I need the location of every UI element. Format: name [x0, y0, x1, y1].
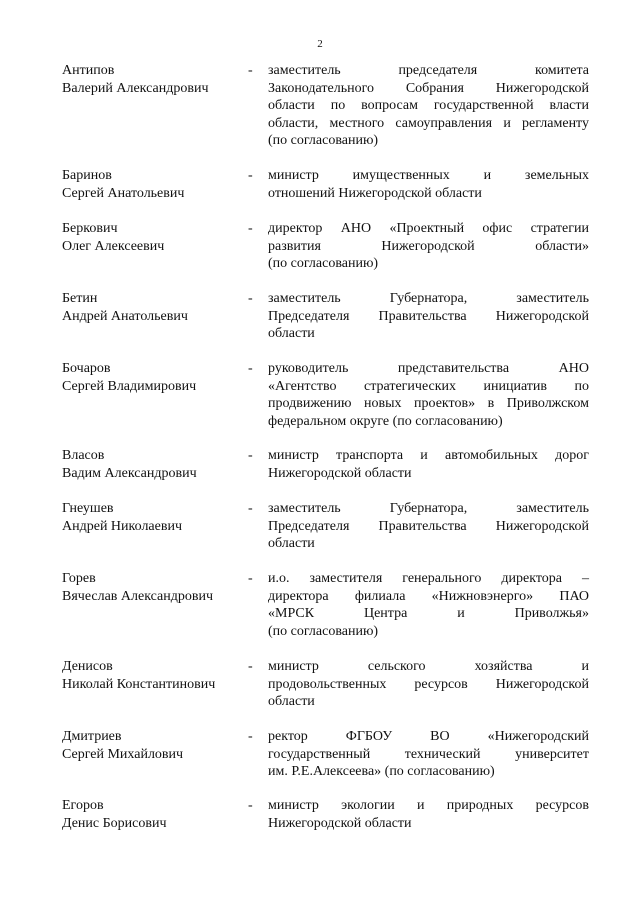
member-position: [268, 728, 589, 781]
position-line: министр имущественных и земельных: [268, 168, 589, 183]
position-line: Председателя Правительства Нижегородской: [268, 308, 589, 324]
member-surname: Егоров: [62, 798, 104, 813]
separator-dash: -: [248, 361, 253, 376]
position-line: Председателя Правительства Нижегородской: [268, 518, 589, 534]
separator-dash: -: [248, 571, 253, 586]
member-entry: [62, 658, 592, 711]
member-position: [268, 570, 589, 640]
position-line: развития Нижегородской области»: [268, 238, 589, 254]
member-name: [62, 220, 247, 255]
separator-dash: -: [248, 291, 253, 306]
position-line: продвижению новых проектов» в Приволжском: [268, 396, 589, 411]
position-line: заместитель Губернатора, заместитель: [268, 501, 589, 516]
member-given-names: Олег Алексеевич: [62, 238, 165, 254]
member-given-names: Денис Борисович: [62, 815, 167, 831]
position-line: и.о. заместителя генерального директора –: [268, 571, 589, 586]
member-surname: Власов: [62, 448, 105, 463]
member-name: [62, 360, 247, 395]
member-name: [62, 167, 247, 202]
position-line: ректор ФГБОУ ВО «Нижегородский: [268, 729, 589, 744]
member-given-names: Андрей Анатольевич: [62, 308, 188, 324]
position-line: «МРСК Центра и Приволжья»: [268, 606, 589, 621]
member-name: [62, 62, 247, 97]
position-line: руководитель представительства АНО: [268, 361, 589, 376]
member-position: [268, 500, 589, 553]
position-line: (по согласованию): [268, 133, 379, 148]
position-line: заместитель председателя комитета: [268, 63, 589, 78]
page-number: 2: [317, 38, 323, 50]
position-line: министр экологии и природных ресурсов: [268, 798, 589, 813]
position-line: Нижегородской области: [268, 465, 412, 481]
member-given-names: Николай Константинович: [62, 676, 216, 692]
member-entry: [62, 62, 592, 150]
position-line: продовольственных ресурсов Нижегородской: [268, 676, 589, 692]
member-name: [62, 797, 247, 832]
member-name: [62, 290, 247, 325]
position-line: «Агентство стратегических инициатив по: [268, 378, 589, 394]
position-line: им. Р.Е.Алексеева» (по согласованию): [268, 764, 495, 779]
separator-dash: -: [248, 168, 253, 183]
member-given-names: Сергей Михайлович: [62, 746, 184, 762]
position-line: (по согласованию): [268, 623, 379, 639]
member-name: [62, 658, 247, 693]
member-entry: [62, 220, 592, 273]
member-surname: Бетин: [62, 291, 98, 306]
member-entry: [62, 360, 592, 430]
separator-dash: -: [248, 501, 253, 516]
member-surname: Гнеушев: [62, 501, 114, 516]
member-name: [62, 570, 247, 605]
position-line: Нижегородской области: [268, 815, 412, 831]
member-position: [268, 658, 589, 711]
member-entry: [62, 167, 592, 202]
position-line: Законодательного Собрания Нижегородской: [268, 80, 589, 96]
member-given-names: Сергей Анатольевич: [62, 185, 185, 201]
member-given-names: Андрей Николаевич: [62, 518, 182, 534]
member-surname: Антипов: [62, 63, 115, 78]
member-surname: Денисов: [62, 659, 113, 674]
member-given-names: Вадим Александрович: [62, 465, 197, 481]
member-position: [268, 220, 589, 273]
member-surname: Баринов: [62, 168, 112, 183]
position-line: директора филиала «Нижновэнерго» ПАО: [268, 588, 589, 604]
separator-dash: -: [248, 729, 253, 744]
separator-dash: -: [248, 221, 253, 236]
member-surname: Дмитриев: [62, 729, 122, 744]
member-name: [62, 447, 247, 482]
position-line: директор АНО «Проектный офис стратегии: [268, 221, 589, 236]
member-given-names: Валерий Александрович: [62, 80, 209, 96]
separator-dash: -: [248, 63, 253, 78]
position-line: министр сельского хозяйства и: [268, 659, 589, 674]
member-given-names: Вячеслав Александрович: [62, 588, 214, 604]
member-position: [268, 797, 589, 832]
position-line: области по вопросам государственной власти: [268, 98, 589, 113]
separator-dash: -: [248, 659, 253, 674]
position-line: федеральном округе (по согласованию): [268, 413, 503, 429]
member-entry: [62, 797, 592, 832]
position-line: области: [268, 536, 315, 551]
member-entry: [62, 570, 592, 640]
position-line: министр транспорта и автомобильных дорог: [268, 448, 589, 463]
position-line: государственный технический университет: [268, 746, 589, 762]
separator-dash: -: [248, 448, 253, 463]
position-line: заместитель Губернатора, заместитель: [268, 291, 589, 306]
position-line: области: [268, 326, 315, 341]
member-surname: Беркович: [62, 221, 118, 236]
member-position: [268, 290, 589, 343]
member-position: [268, 167, 589, 202]
separator-dash: -: [248, 798, 253, 813]
position-line: области, местного самоуправления и регламенту: [268, 115, 589, 131]
member-surname: Бочаров: [62, 361, 111, 376]
member-given-names: Сергей Владимирович: [62, 378, 197, 394]
member-name: [62, 500, 247, 535]
position-line: области: [268, 694, 315, 709]
member-entry: [62, 728, 592, 781]
position-line: отношений Нижегородской области: [268, 185, 482, 201]
member-position: [268, 360, 589, 430]
member-position: [268, 447, 589, 482]
position-line: (по согласованию): [268, 256, 379, 271]
member-entry: [62, 500, 592, 553]
member-entry: [62, 290, 592, 343]
member-entry: [62, 447, 592, 482]
member-surname: Горев: [62, 571, 96, 586]
member-name: [62, 728, 247, 763]
member-position: [268, 62, 589, 150]
